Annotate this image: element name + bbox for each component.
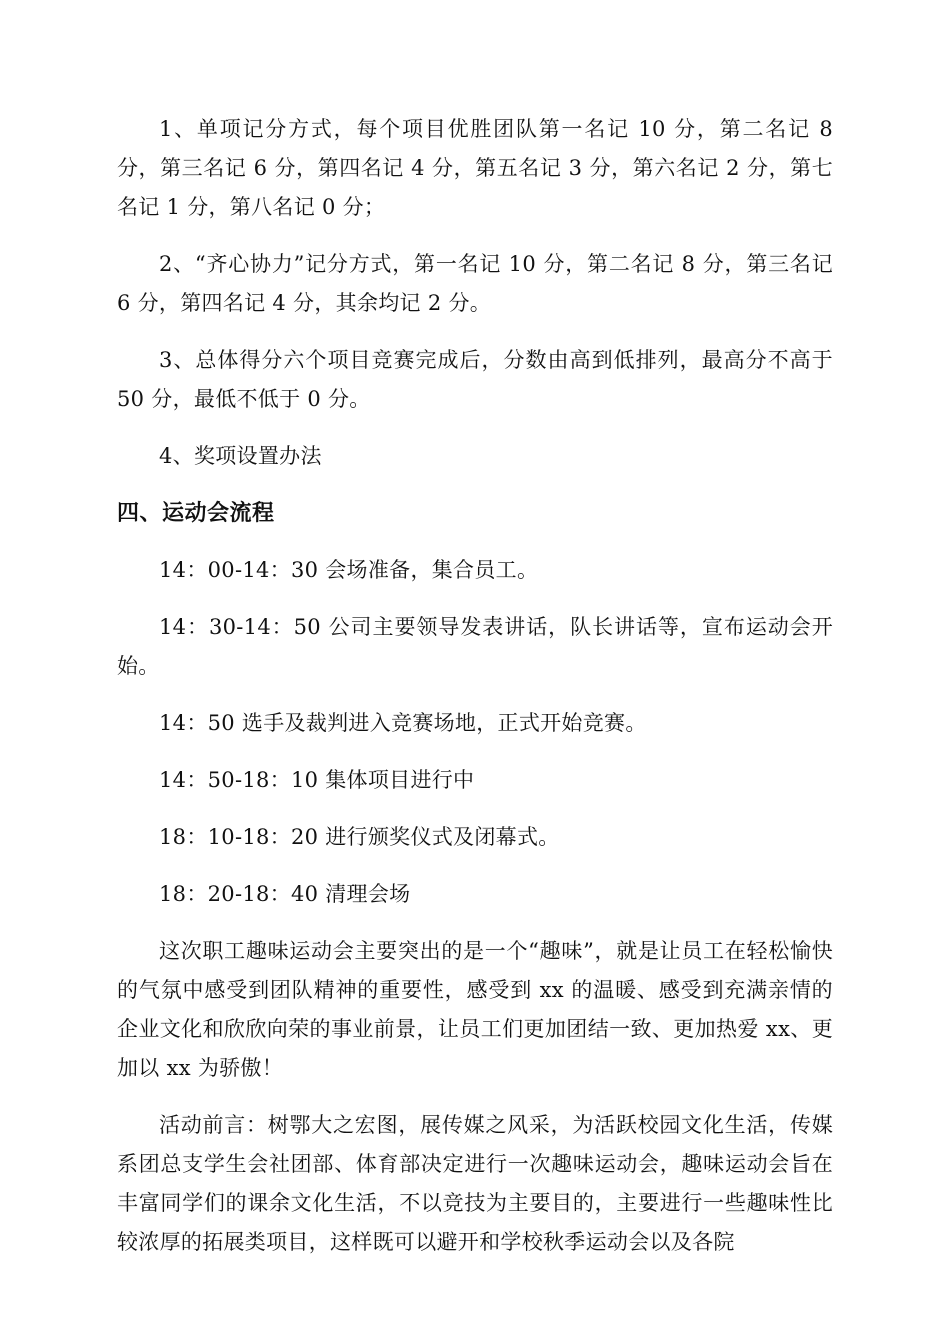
scoring-rule-2: 2、“齐心协力”记分方式，第一名记 10 分，第二名记 8 分，第三名记 6 分，第四名记 4 分，其余均记 2 分。 — [117, 252, 833, 315]
schedule-item: 18：20-18：40 清理会场 — [159, 882, 411, 906]
scoring-rule-1: 1、单项记分方式，每个项目优胜团队第一名记 10 分，第二名记 8 分，第三名记 6 分，第四名记 4 分，第五名记 3 分，第六名记 2 分，第七名记 1 分，第八名记 0 分； — [117, 117, 833, 219]
award-setting-item: 4、奖项设置办法 — [159, 444, 322, 468]
preface-paragraph: 活动前言：树鄂大之宏图，展传媒之风采，为活跃校园文化生活，传媒系团总支学生会社团部、体育部决定进行一次趣味运动会，趣味运动会旨在丰富同学们的课余文化生活，不以竞技为主要目的，主要进行一些趣味性比较浓厚的拓展类项目，这样既可以避开和学校秋季运动会以及各院 — [117, 1113, 833, 1254]
schedule-item: 18：10-18：20 进行颁奖仪式及闭幕式。 — [159, 825, 560, 849]
schedule-item: 14：50-18：10 集体项目进行中 — [159, 768, 475, 792]
section-heading: 四、运动会流程 — [117, 501, 275, 526]
schedule-item: 14：00-14：30 会场准备，集合员工。 — [159, 558, 539, 582]
scoring-rule-3: 3、总体得分六个项目竞赛完成后，分数由高到低排列，最高分不高于 50 分，最低不低于 0 分。 — [117, 348, 833, 411]
schedule-item: 14：30-14：50 公司主要领导发表讲话，队长讲话等，宣布运动会开始。 — [117, 615, 833, 678]
closing-paragraph: 这次职工趣味运动会主要突出的是一个“趣味”，就是让员工在轻松愉快的气氛中感受到团队精神的重要性，感受到 xx 的温暖、感受到充满亲情的企业文化和欣欣向荣的事业前景，让员工们更加团结一致、更加热爱 xx、更加以 xx 为骄傲！ — [117, 939, 833, 1080]
document-body — [117, 110, 833, 1262]
schedule-item: 14：50 选手及裁判进入竞赛场地，正式开始竞赛。 — [159, 711, 647, 735]
